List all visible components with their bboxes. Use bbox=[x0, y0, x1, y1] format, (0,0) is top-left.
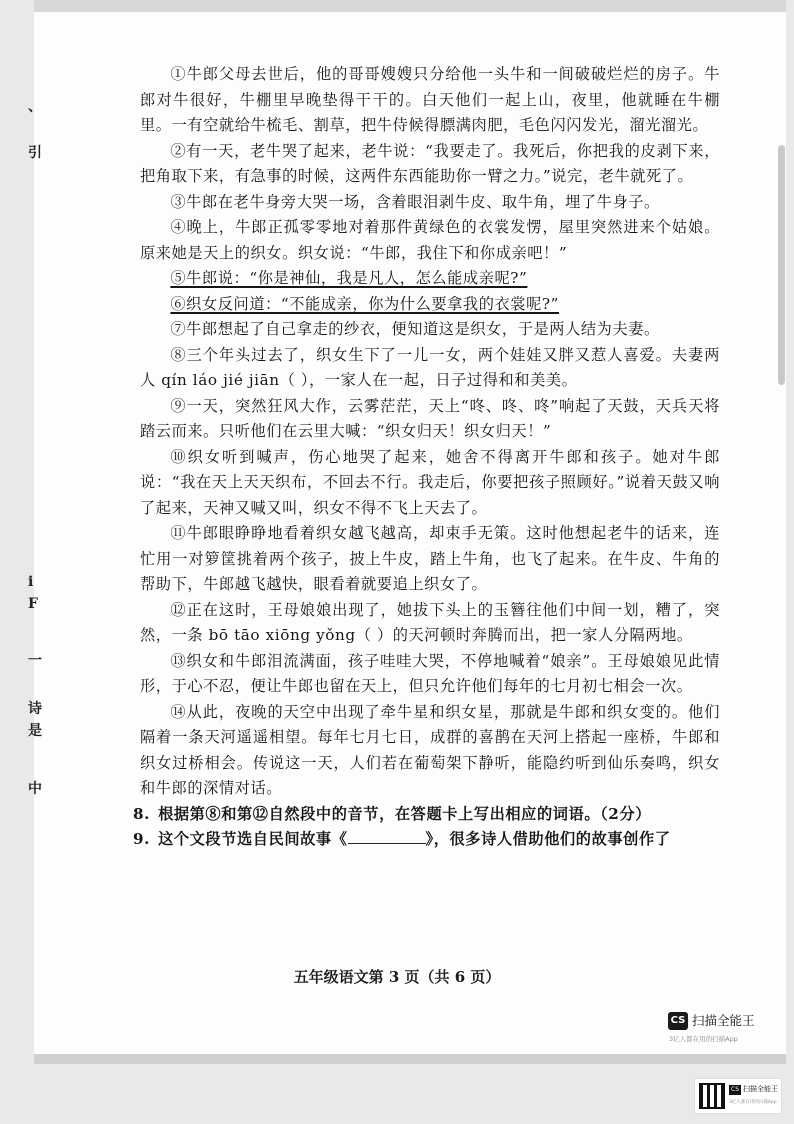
question-9-number: 9. bbox=[133, 830, 151, 848]
paragraph-2: ②有一天，老牛哭了起来，老牛说：“我要走了。我死后，你把我的皮剥下来，把角取下来，有急事的时候，这两件东西能助你一臂之力。”说完，老牛就死了。 bbox=[140, 141, 720, 185]
camscanner-logo-icon: CS bbox=[668, 1012, 688, 1030]
paragraph-8: ⑧三个年头过去了，织女生下了一儿一女，两个娃娃又胖又惹人喜爱。夫妻两人 qín láo jié jiān（ ），一家人在一起，日子过得和和美美。 bbox=[140, 345, 720, 389]
scrollbar[interactable] bbox=[778, 145, 785, 385]
margin-char: 引 bbox=[28, 145, 42, 161]
answer-blank[interactable] bbox=[348, 843, 426, 844]
question-8-number: 8. bbox=[133, 804, 151, 823]
margin-char: i bbox=[28, 574, 34, 590]
question-8-text: 根据第⑧和第⑫自然段中的音节，在答题卡上写出相应的词语。（2分） bbox=[158, 804, 652, 823]
question-8 bbox=[133, 802, 720, 828]
paragraph-9: ⑨一天，突然狂风大作，云雾茫茫，天上“咚、咚、咚”响起了天鼓，天兵天将踏云而来。只听他们在云里大喊：“织女归天！织女归天！” bbox=[140, 396, 720, 440]
question-9-text-after: 》，很多诗人借助他们的故事创作了 bbox=[425, 830, 671, 848]
page-footer: 五年级语文第 3 页（共 6 页） bbox=[293, 968, 501, 986]
margin-char: 、 bbox=[28, 99, 42, 115]
margin-char: 一 bbox=[28, 653, 42, 669]
top-shadow-band bbox=[34, 0, 786, 12]
margin-char: 诗 bbox=[28, 701, 42, 717]
watermark-tagline: 3亿人都在用的扫描App bbox=[729, 1100, 777, 1105]
bottom-shadow-band bbox=[34, 1054, 786, 1064]
qr-code-icon bbox=[699, 1083, 725, 1109]
watermark-box bbox=[694, 1078, 782, 1114]
scanner-brand bbox=[668, 1012, 778, 1046]
paragraph-6: ⑥织女反问道：“不能成亲，你为什么要拿我的衣裳呢?” bbox=[170, 294, 559, 313]
paragraph-5: ⑤牛郎说：“你是神仙，我是凡人，怎么能成亲呢?” bbox=[170, 269, 528, 287]
passage bbox=[133, 62, 720, 853]
paragraph-14: ⑭从此，夜晚的天空中出现了牵牛星和织女星，那就是牛郎和织女变的。他们隔着一条天河遥遥相望。每年七月七日，成群的喜鹊在天河上搭起一座桥，牛郎和织女过桥相会。传说这一天，人们若在葡萄架下静听，能隐约听到仙乐奏鸣，织女和牛郎的深情对话。 bbox=[140, 702, 720, 797]
paragraph-13: ⑬织女和牛郎泪流满面，孩子哇哇大哭，不停地喊着“娘亲”。王母娘娘见此情形，于心不忍，便让牛郎也留在天上，但只允许他们每年的七月初七相会一次。 bbox=[140, 651, 720, 695]
paragraph-1: ①牛郎父母去世后，他的哥哥嫂嫂只分给他一头牛和一间破破烂烂的房子。牛郎对牛很好，牛棚里早晚垫得干干的。白天他们一起上山，夜里，他就睡在牛棚里。一有空就给牛梳毛、割草，把牛侍候得膘满肉肥，毛色闪闪发光，溜光溜光。 bbox=[140, 65, 720, 134]
question-9-text-before: 这个文段节选自民间故事《 bbox=[158, 830, 348, 848]
brand-name: 扫描全能王 bbox=[692, 1013, 755, 1028]
paragraph-11: ⑪牛郎眼睁睁地看着织女越飞越高，却束手无策。这时他想起老牛的话来，连忙用一对箩筐挑着两个孩子，披上牛皮，踏上牛角，也飞了起来。在牛皮、牛角的帮助下，牛郎越飞越快，眼看着就要追上织女了。 bbox=[140, 524, 720, 593]
margin-char: 是 bbox=[28, 723, 42, 739]
paragraph-7: ⑦牛郎想起了自己拿走的纱衣，便知道这是织女，于是两人结为夫妻。 bbox=[170, 320, 660, 338]
paragraph-12: ⑫正在这时，王母娘娘出现了，她拔下头上的玉簪往他们中间一划，糟了，突然，一条 bō tāo xiōng yǒng（ ）的天河顿时奔腾而出，把一家人分隔两地。 bbox=[140, 600, 720, 644]
margin-char: 中 bbox=[28, 781, 42, 797]
question-9 bbox=[133, 827, 720, 853]
paragraph-10: ⑩织女听到喊声，伤心地哭了起来，她舍不得离开牛郎和孩子。她对牛郎说：“我在天上天天织布，不回去不行。我走后，你要把孩子照顾好。”说着天鼓又响了起来，天神又喊又叫，织女不得不飞上天去了。 bbox=[140, 447, 720, 517]
watermark-logo-icon: CS bbox=[731, 1086, 739, 1093]
paragraph-3: ③牛郎在老牛身旁大哭一场，含着眼泪剥牛皮、取牛角，埋了牛身子。 bbox=[170, 192, 660, 211]
watermark-name: 扫描全能王 bbox=[743, 1085, 778, 1093]
brand-tagline: 3亿人都在用的扫描App bbox=[669, 1035, 738, 1043]
paragraph-4: ④晚上，牛郎正孤零零地对着那件黄绿色的衣裳发愣，屋里突然进来个姑娘。原来她是天上的织女。织女说：“牛郎，我住下和你成亲吧！” bbox=[140, 218, 720, 262]
margin-char: F bbox=[28, 596, 38, 612]
